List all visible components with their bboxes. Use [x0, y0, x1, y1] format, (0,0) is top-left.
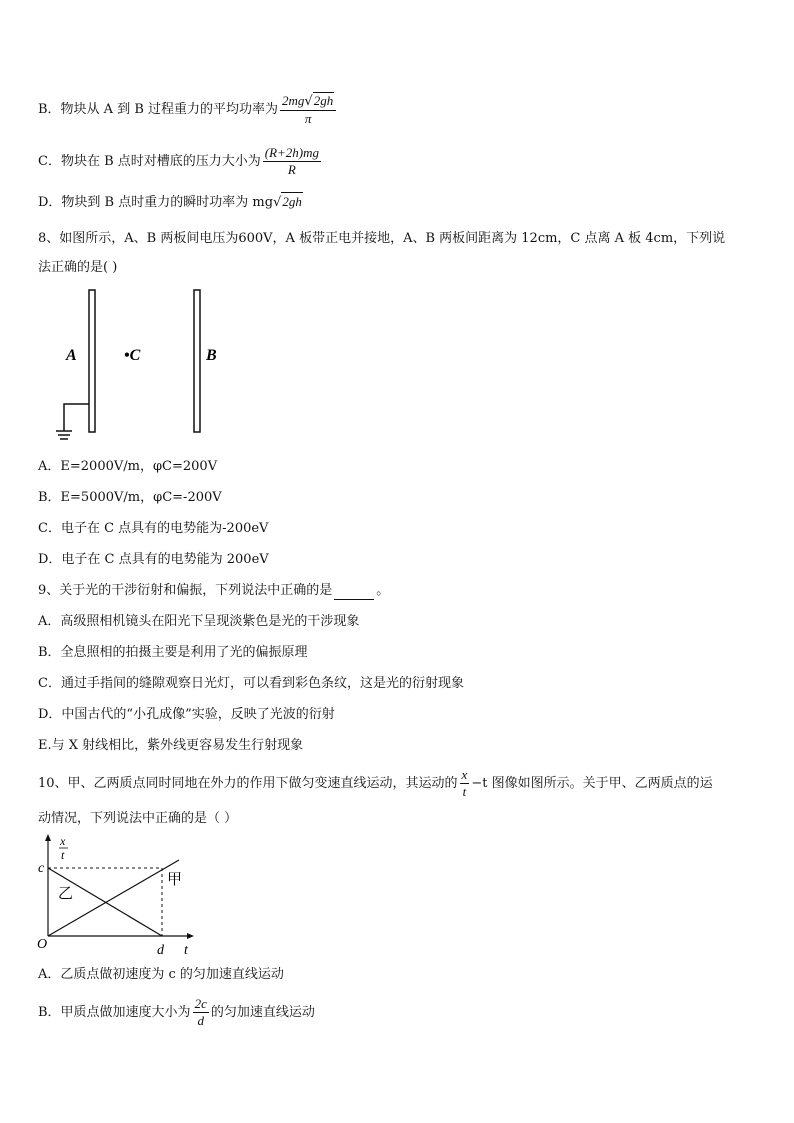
q7-option-c-fraction: $\frac{(R+2h)mg}{R}$	[264, 145, 320, 177]
yi-label: 乙	[58, 884, 74, 902]
q8-stem-line2: 法正确的是( )	[38, 260, 118, 275]
ground-wire	[64, 404, 89, 431]
q8-option-b: B．E=5000V/m，φC=-200V	[38, 490, 222, 505]
plate-b-label: B	[206, 347, 217, 364]
q7-option-d: D．物块到 B 点时重力的瞬时功率为 mg√2gh	[38, 194, 302, 210]
plate-b	[194, 290, 200, 432]
q7-option-b-fraction: $\frac{2mg√2gh}{\pi}$	[280, 92, 336, 127]
q10-stem-line2: 动情况，下列说法中正确的是（ ）	[38, 811, 238, 826]
q10-option-a: A．乙质点做初速度为 c 的匀加速直线运动	[38, 967, 284, 982]
origin-label: O	[37, 937, 48, 952]
q10-option-b-fraction: $\frac{2c}{d}$	[194, 996, 207, 1028]
x-axis-arrow	[187, 933, 194, 939]
q9-option-c: C．通过手指间的缝隙观察日光灯，可以看到彩色条纹，这是光的衍射现象	[38, 676, 464, 691]
q7-option-c: C．物块在 B 点时对槽底的压力大小为 $\frac{(R+2h)mg}{R}$	[38, 145, 320, 177]
q8-option-d: D．电子在 C 点具有的电势能为 200eV	[38, 552, 269, 567]
plate-a	[89, 290, 95, 432]
point-c-label: •C	[124, 347, 141, 364]
q9-option-b: B．全息照相的拍摄主要是利用了光的偏振原理	[38, 645, 308, 660]
c-label: c	[38, 861, 45, 876]
t-label: t	[184, 943, 188, 958]
q9-answer-blank	[334, 599, 374, 600]
q10-option-b: B．甲质点做加速度大小为 $\frac{2c}{d}$ 的匀加速直线运动	[38, 996, 315, 1028]
q8-capacitor-figure	[50, 286, 230, 446]
y-axis-label-num: x	[60, 834, 66, 848]
q9-stem: 9、关于光的干涉衍射和偏振，下列说法中正确的是 。	[38, 583, 390, 598]
plate-a-label: A	[66, 347, 77, 364]
q8-option-a: A．E=2000V/m，φC=200V	[38, 459, 218, 474]
q10-stem-fraction: $\frac{x}{t}$	[461, 767, 468, 799]
y-axis-arrow	[45, 834, 51, 841]
q10-xt-graph	[34, 832, 204, 962]
q8-option-c: C．电子在 C 点具有的电势能为-200eV	[38, 521, 269, 536]
y-axis-label-den: t	[61, 848, 65, 862]
jia-label: 甲	[167, 870, 183, 888]
q10-stem-line1: 10、甲、乙两质点同时同地在外力的作用下做匀变速直线运动，其运动的 $\frac{x}{t}$ −t 图像如图所示。关于甲、乙两质点的运	[38, 767, 713, 799]
q9-option-d: D．中国古代的“小孔成像”实验，反映了光波的衍射	[38, 707, 335, 722]
d-label: d	[157, 943, 164, 958]
q9-option-e: E.与 X 射线相比，紫外线更容易发生行射现象	[38, 738, 304, 753]
q8-stem-line1: 8、如图所示，A、B 两板间电压为600V，A 板带正电并接地，A、B 两板间距离为 12cm，C 点离 A 板 4cm，下列说	[38, 231, 726, 246]
q7-option-b: B．物块从 A 到 B 过程重力的平均功率为 $\frac{2mg√2gh}{\pi}$	[38, 92, 338, 127]
q9-option-a: A．高级照相机镜头在阳光下呈现淡紫色是光的干涉现象	[38, 614, 360, 629]
